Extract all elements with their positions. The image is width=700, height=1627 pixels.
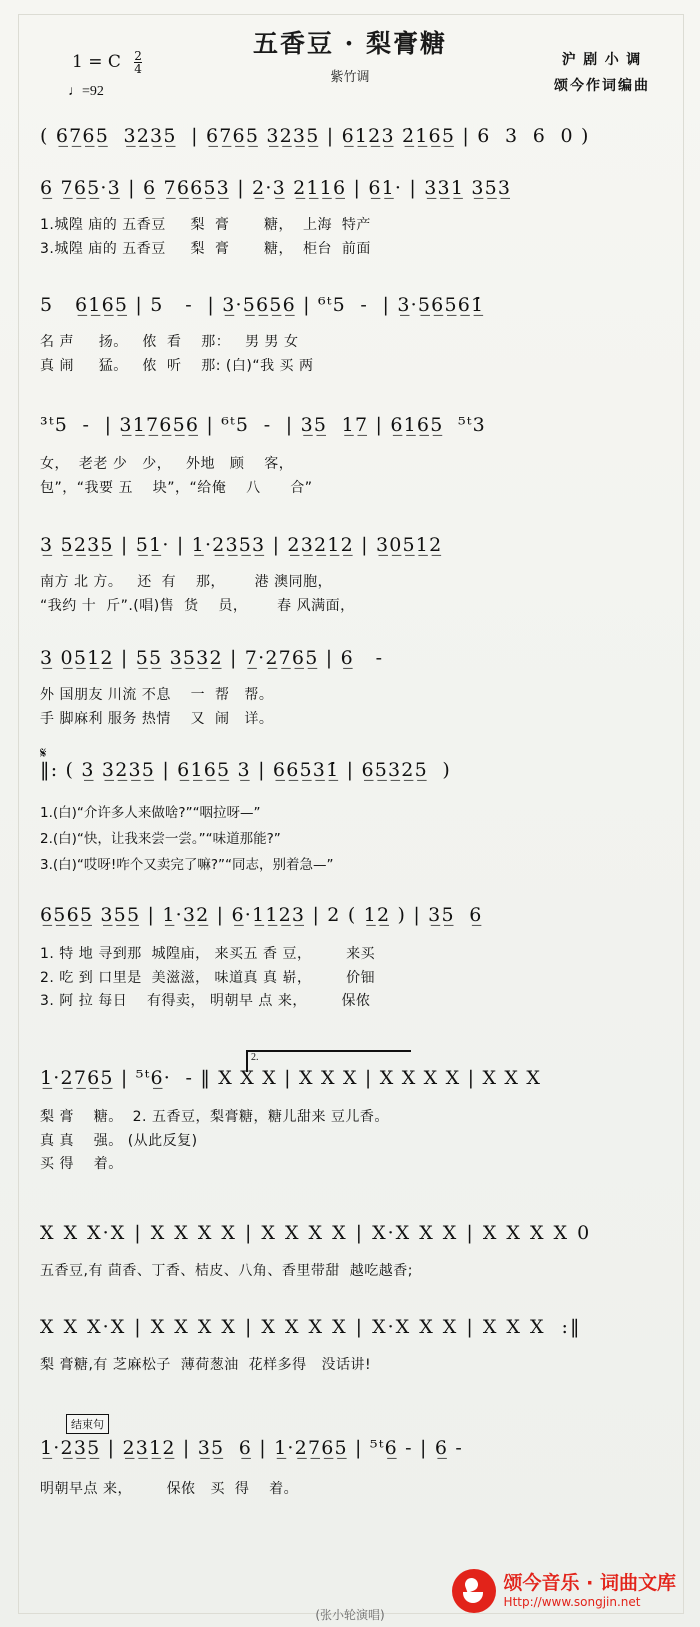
system-line-6 <box>40 648 640 731</box>
lyric-line: 1.城隍 庙的 五香豆 梨 膏 糖， 上海 特产 <box>40 216 371 233</box>
credit-genre: 沪 剧 小 调 <box>561 53 643 68</box>
spoken-line: 3.(白)“哎呀!咋个又卖完了嘛?”“同志，别着急—” <box>40 857 334 874</box>
brand-name: 颂今音乐 · 词曲文库 <box>503 1572 676 1595</box>
notation-line: 6̲5̲6̲5̲ 3̲5̲5̲ | 1̲·3̲2̲ | 6̲·1̲1̲2̲3̲ | 2 ( 1̲2̲ ) | 3̲5̲ 6̲ <box>40 904 483 926</box>
notation-line: 1̲·2̲3̲5̲ | 2̲3̲1̲2̲ | 3̲5̲ 6̲ | 1̲·2̲7̲6̲5̲ | ⁵ᵗ6̲ - | 6̲ - <box>40 1437 463 1459</box>
lyric-line: 买 得 着。 <box>40 1156 123 1173</box>
notation-line: 1̲·2̲7̲6̲5̲ | ⁵ᵗ6̲· - ‖ X X X | X X X | X X X X | X X X <box>40 1067 542 1089</box>
notation-line: 3̲ 5̲2̲3̲5̲ | 5̲1̲· | 1̲·2̲3̲5̲3̲ | 2̲3̲2̲1̲2̲ | 3̲0̲5̲1̲2̲ <box>40 534 443 556</box>
notation-line: ³ᵗ5 - | 3̲1̲7̲6̲5̲6̲ | ⁶ᵗ5 - | 3̲5̲ 1̲7̲ | 6̲1̲6̲5̲ ⁵ᵗ3 <box>40 414 486 436</box>
lyric-line: 女， 老老 少 少， 外地 顾 客， <box>40 455 294 472</box>
lyric-line: 梨 膏糖,有 芝麻松子 薄荷葱油 花样多得 没话讲! <box>40 1357 372 1373</box>
time-signature <box>134 50 142 75</box>
tempo-marking: ♩=92 <box>68 84 104 99</box>
rhythm-notation-line: X X X·X | X X X X | X X X X | X·X X X | X X X X 0 <box>40 1222 592 1244</box>
system-intro-1 <box>40 126 640 148</box>
spoken-line: 1.(白)“介许多人来做啥?”“咽拉呀—” <box>40 804 261 821</box>
spoken-line: 2.(白)“快，让我来尝一尝。”“味道那能?” <box>40 831 281 848</box>
key-signature <box>72 50 142 75</box>
rhythm-notation-line: X X X·X | X X X X | X X X X | X·X X X | X X X :‖ <box>40 1316 582 1338</box>
lyric-line: 1. 特 地 寻到那 城隍庙， 来买五 香 豆， 来买 <box>40 945 376 962</box>
notation-line: 6̲ 7̲6̲5̲·3̲ | 6̲ 7̲6̲6̲5̲3̲ | 2̲·3̲ 2̲1̲1̲6̲ | 6̲1̲· | 3̲3̲1̲ 3̲5̲3̲ <box>40 177 512 199</box>
lyric-line: 3.城隍 庙的 五香豆 梨 膏 糖， 柜台 前面 <box>40 240 371 257</box>
notation-line: ‖: ( 3̲ 3̲2̲3̲5̲ | 6̲1̲6̲5̲ 3̲ | 6̲6̲5̲3̲1̲̇ | 6̲5̲3̲2̲5̲ ) <box>40 759 451 781</box>
lyric-line: 2. 吃 到 口里是 美滋滋， 味道真 真 崭， 价钿 <box>40 969 376 986</box>
lyric-line: 名 声 扬。 侬 看 那： 男 男 女 <box>40 333 299 350</box>
performer-note: (张小轮演唱) <box>315 1608 385 1622</box>
system-line-3 <box>40 295 640 378</box>
lyric-line: 外 国朋友 川流 不息 一 帮 帮。 <box>40 686 274 703</box>
brand-url: Http://www.songjin.net <box>503 1594 641 1609</box>
lyric-line: 真 闹 猛。 侬 听 那: (白)“我 买 两 <box>40 357 314 374</box>
lyric-line: 南方 北 方。 还 有 那， 港 澳同胞， <box>40 573 333 590</box>
system-line-5 <box>40 535 640 618</box>
lyric-line: 真 真 强。 (从此反复) <box>40 1132 198 1149</box>
lyric-line: 梨 膏 糖。 2. 五香豆，梨膏糖，糖儿甜来 豆儿香。 <box>40 1108 389 1125</box>
system-intro-2 <box>40 178 640 261</box>
second-ending-bracket: 2. <box>246 1050 411 1072</box>
lyric-line: 五香豆,有 茴香、丁香、桔皮、八角、香里带甜 越吃越香; <box>40 1263 414 1279</box>
time-signature-denominator: 4 <box>134 62 142 76</box>
coda-label: 结束句 <box>66 1414 109 1434</box>
time-signature-numerator: 2 <box>134 49 142 63</box>
system-rhythm-2 <box>40 1316 640 1378</box>
notation-line: 5 6̲1̲6̲5̲ | 5 - | 3̲·5̲6̲5̲6̲ | ⁶ᵗ5 - | 3̲·5̲6̲5̲6̲1̲̇ <box>40 294 485 316</box>
page-title: 五香豆 · 梨膏糖 <box>252 29 448 58</box>
system-coda <box>40 1438 640 1502</box>
lyric-line: 明朝早点 来， 保侬 买 得 着。 <box>40 1480 299 1497</box>
notation-line: 3̲ 0̲5̲1̲2̲ | 5̲5̲ 3̲5̲3̲2̲ | 7̲·2̲7̲6̲5̲ | 6̲ - <box>40 647 384 669</box>
system-line-8 <box>40 905 640 1014</box>
lyric-line: 手 脚麻利 服务 热情 又 闹 详。 <box>40 710 274 727</box>
credit-author: 颂今作词编曲 <box>554 78 650 94</box>
credits <box>554 48 650 100</box>
system-line-9 <box>40 1068 640 1177</box>
lyric-line: 包”，“我要 五 块”，“给俺 八 合” <box>40 479 313 496</box>
system-line-4 <box>40 415 640 500</box>
lyric-line: 3. 阿 拉 每日 有得卖， 明朝早 点 来， 保侬 <box>40 993 371 1010</box>
system-rhythm-1 <box>40 1222 640 1284</box>
page-subtitle: 紫竹调 <box>330 69 370 84</box>
key-signature-label: 1 = C <box>72 52 121 72</box>
notation-line: ( 6̲7̲6̲5̲ 3̲2̲3̲5̲ | 6̲7̲6̲5̲ 3̲2̲3̲5̲ | 6̲1̲2̲3̲ 2̲̇1̲6̲5̲ | 6 3 6 0 ) <box>40 125 590 147</box>
lyric-line: “我约 十 斤”.(唱)售 货 员， 春 风满面， <box>40 597 355 614</box>
system-repeat-section <box>40 760 640 879</box>
segno-icon: 𝄋 <box>40 744 47 762</box>
